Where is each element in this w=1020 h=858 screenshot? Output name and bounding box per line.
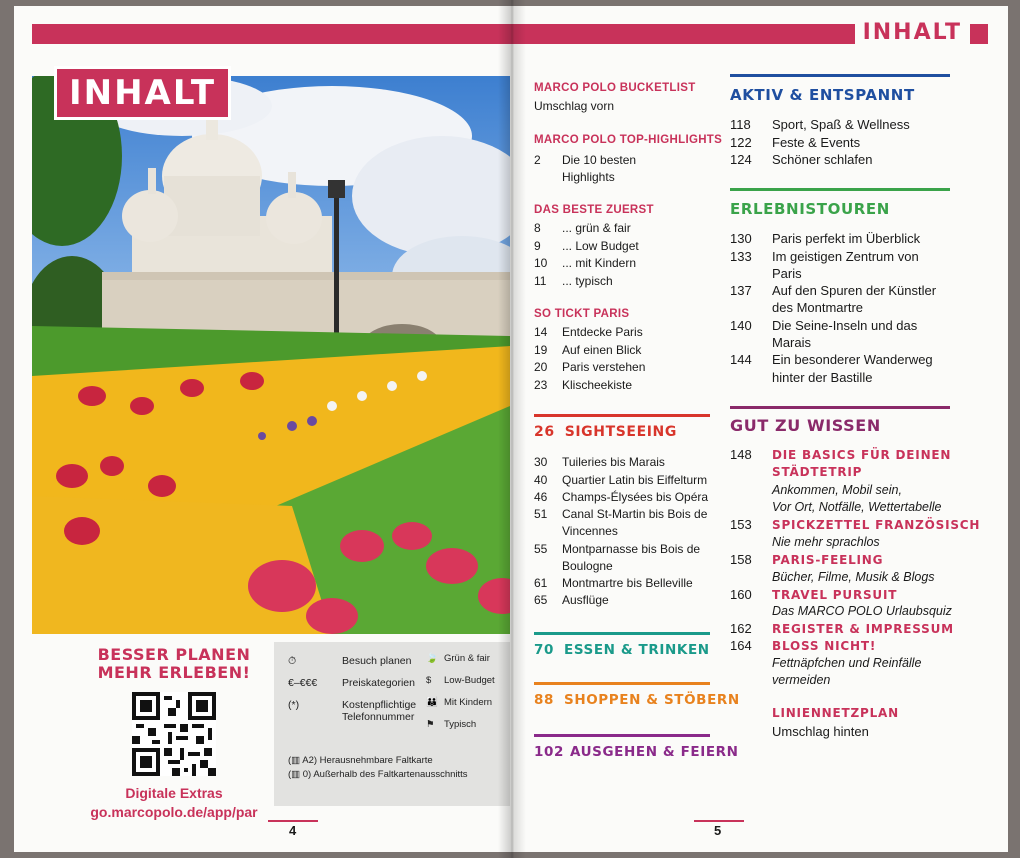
toc-page-number: 162	[730, 621, 752, 636]
toc-page-number: 137	[730, 283, 752, 298]
toc-entry: Entdecke Paris	[562, 325, 643, 339]
toc-heading-entry: PARIS-FEELING	[772, 553, 884, 567]
inhalt-badge: INHALT	[54, 66, 231, 120]
toc-entry: Montparnasse bis Bois de	[562, 542, 701, 556]
leaf-icon: 🍃	[426, 653, 438, 664]
clock-icon: ⏱	[288, 655, 297, 667]
ausgehen-title: AUSGEHEN & FEIERN	[569, 744, 739, 760]
toc-entry: Boulogne	[562, 559, 613, 573]
legend-map-1: (▥ A2) Herausnehmbare Faltkarte	[288, 755, 433, 766]
toc-entry: Canal St-Martin bis Bois de	[562, 507, 708, 521]
toc-page-number: 2	[534, 153, 541, 167]
top-bar	[32, 24, 510, 44]
euro-icon: €–€€€	[288, 677, 318, 689]
toc-entry: Die 10 besten	[562, 153, 637, 167]
legend-label: Grün & fair	[444, 653, 490, 664]
bucketlist-text: Umschlag vorn	[534, 99, 615, 113]
toc-subtitle: Bücher, Filme, Musik & Blogs	[772, 570, 935, 584]
toc-page-number: 20	[534, 360, 548, 374]
toc-entry: Highlights	[562, 170, 615, 184]
toc-page-number: 8	[534, 221, 541, 235]
gut-zu-wissen-rule	[730, 406, 950, 409]
toc-page-number: 65	[534, 593, 548, 607]
liniennetzplan-text: Umschlag hinten	[772, 724, 869, 739]
legend-label: Telefonnummer	[342, 711, 415, 723]
top-highlights-heading: MARCO POLO TOP-HIGHLIGHTS	[534, 134, 723, 146]
toc-entry: Im geistigen Zentrum von	[772, 249, 919, 264]
toc-page-number: 158	[730, 552, 752, 567]
toc-entry: Auf einen Blick	[562, 343, 642, 357]
toc-page-number: 40	[534, 473, 548, 487]
page-number: 4	[289, 823, 297, 838]
essen-title: ESSEN & TRINKEN	[564, 642, 710, 658]
qr-code[interactable]	[132, 692, 216, 776]
toc-entry: Montmartre bis Belleville	[562, 576, 693, 590]
toc-page-number: 140	[730, 318, 752, 333]
toc-subtitle: Das MARCO POLO Urlaubsquiz	[772, 604, 952, 618]
promo-headline-1: BESSER PLANEN	[97, 645, 251, 664]
toc-page-number: 11	[534, 274, 547, 288]
toc-heading-entry: BLOSS NICHT!	[772, 639, 877, 653]
toc-entry: Tuileries bis Marais	[562, 455, 665, 469]
toc-heading-entry: DIE BASICS FÜR DEINEN	[772, 448, 952, 462]
inhalt-tab: INHALT	[855, 20, 970, 45]
toc-page-number: 133	[730, 249, 752, 264]
promo-url[interactable]: go.marcopolo.de/app/par	[90, 804, 258, 820]
toc-page-number: 10	[534, 256, 548, 270]
shoppen-heading[interactable]	[534, 692, 740, 708]
legend-label: Low-Budget	[444, 675, 495, 686]
toc-subtitle: Vor Ort, Notfälle, Wettertabelle	[772, 500, 942, 514]
das-beste-heading: DAS BESTE ZUERST	[534, 204, 654, 216]
shoppen-title: SHOPPEN & STÖBERN	[564, 692, 740, 708]
page-number-rule	[268, 820, 318, 822]
shoppen-rule	[534, 682, 710, 685]
toc-entry: Champs-Élysées bis Opéra	[562, 490, 709, 504]
bucketlist-heading: MARCO POLO BUCKETLIST	[534, 82, 696, 94]
toc-entry: Feste & Events	[772, 135, 861, 150]
so-tickt-heading: SO TICKT PARIS	[534, 308, 630, 320]
symbol-legend	[274, 642, 510, 806]
toc-entry: Paris perfekt im Überblick	[772, 231, 921, 246]
toc-entry: des Montmartre	[772, 300, 864, 315]
aktiv-rule	[730, 74, 950, 77]
toc-entry: Klischeekiste	[562, 378, 633, 392]
toc-page-number: 9	[534, 239, 541, 253]
toc-page-number: 122	[730, 135, 752, 150]
toc-page-number: 61	[534, 576, 548, 590]
erlebnistouren-heading[interactable]: ERLEBNISTOUREN	[730, 200, 890, 218]
toc-entry: Marais	[772, 335, 812, 350]
toc-page-number: 14	[534, 325, 548, 339]
aktiv-heading[interactable]: AKTIV & ENTSPANNT	[730, 86, 915, 104]
promo-block	[74, 646, 274, 822]
toc-page-number: 148	[730, 447, 752, 462]
toc-entry: Quartier Latin bis Eiffelturm	[562, 473, 708, 487]
toc-subtitle: vermeiden	[772, 673, 831, 687]
liniennetzplan-heading: LINIENNETZPLAN	[772, 706, 899, 720]
toc-page-number: 19	[534, 343, 548, 357]
toc-page-number: 30	[534, 455, 548, 469]
toc-entry: hinter der Bastille	[772, 370, 873, 385]
legend-map-2: (▥ 0) Außerhalb des Faltkartenausschnitts	[288, 769, 468, 780]
toc-entry: Sport, Spaß & Wellness	[772, 117, 910, 132]
flag-icon: ⚑	[426, 719, 435, 730]
page-number-rule	[694, 820, 744, 822]
toc-page-number: 130	[730, 231, 752, 246]
legend-label: Besuch planen	[342, 655, 412, 667]
legend-label: Mit Kindern	[444, 697, 493, 708]
toc-page-number: 55	[534, 542, 548, 556]
toc-page-number: 118	[730, 117, 751, 132]
shoppen-page: 88	[534, 692, 554, 708]
toc-entry: ... grün & fair	[562, 221, 631, 235]
budget-icon: $	[426, 675, 432, 686]
toc-page-number: 164	[730, 638, 752, 653]
legend-label: Preiskategorien	[342, 677, 415, 689]
asterisk-icon: (*)	[288, 699, 300, 711]
essen-page: 70	[534, 642, 554, 658]
legend-label: Typisch	[444, 719, 477, 730]
sacre-coeur-photo	[32, 76, 510, 634]
toc-subtitle: Nie mehr sprachlos	[772, 535, 880, 549]
erlebnistouren-rule	[730, 188, 950, 191]
sightseeing-heading[interactable]	[534, 424, 677, 440]
toc-entry: Die Seine-Inseln und das	[772, 318, 918, 333]
toc-page-number: 160	[730, 587, 752, 602]
toc-entry: Paris	[772, 266, 802, 281]
toc-entry: Auf den Spuren der Künstler	[772, 283, 937, 298]
toc-heading-entry: STÄDTETRIP	[772, 465, 863, 479]
family-icon: 👪	[426, 697, 438, 708]
toc-page-number: 144	[730, 352, 752, 367]
toc-entry: ... mit Kindern	[562, 256, 637, 270]
toc-entry: Schöner schlafen	[772, 152, 873, 167]
ausgehen-rule	[534, 734, 710, 737]
toc-entry: Vincennes	[562, 524, 618, 538]
right-page	[510, 6, 1008, 852]
sightseeing-title: SIGHTSEEING	[564, 424, 677, 440]
gut-zu-wissen-heading[interactable]: GUT ZU WISSEN	[730, 416, 881, 435]
toc-entry: ... Low Budget	[562, 239, 639, 253]
left-page	[14, 6, 510, 852]
toc-entry: ... typisch	[562, 274, 613, 288]
toc-page-number: 23	[534, 378, 548, 392]
toc-entry: Ausflüge	[562, 593, 609, 607]
toc-subtitle: Ankommen, Mobil sein,	[772, 483, 902, 497]
legend-label: Kostenpflichtige	[342, 699, 417, 711]
toc-page-number: 153	[730, 517, 752, 532]
toc-entry: Ein besonderer Wanderweg	[772, 352, 933, 367]
sightseeing-page: 26	[534, 424, 555, 440]
ausgehen-page: 102	[534, 744, 564, 760]
toc-subtitle: Fettnäpfchen und Reinfälle	[772, 656, 922, 670]
page-number: 5	[714, 823, 722, 838]
toc-heading-entry: TRAVEL PURSUIT	[772, 588, 898, 602]
promo-digital-extras: Digitale Extras	[125, 785, 223, 801]
toc-page-number: 124	[730, 152, 752, 167]
toc-heading-entry: REGISTER & IMPRESSUM	[772, 622, 954, 636]
essen-heading[interactable]	[534, 642, 710, 658]
ausgehen-heading[interactable]	[534, 744, 739, 760]
toc-entry: Paris verstehen	[562, 360, 646, 374]
toc-heading-entry: SPICKZETTEL FRANZÖSISCH	[772, 518, 981, 532]
sightseeing-rule	[534, 414, 710, 417]
essen-rule	[534, 632, 710, 635]
toc-page-number: 51	[534, 507, 548, 521]
toc-page-number: 46	[534, 490, 548, 504]
promo-headline-2: MEHR ERLEBEN!	[97, 663, 251, 682]
